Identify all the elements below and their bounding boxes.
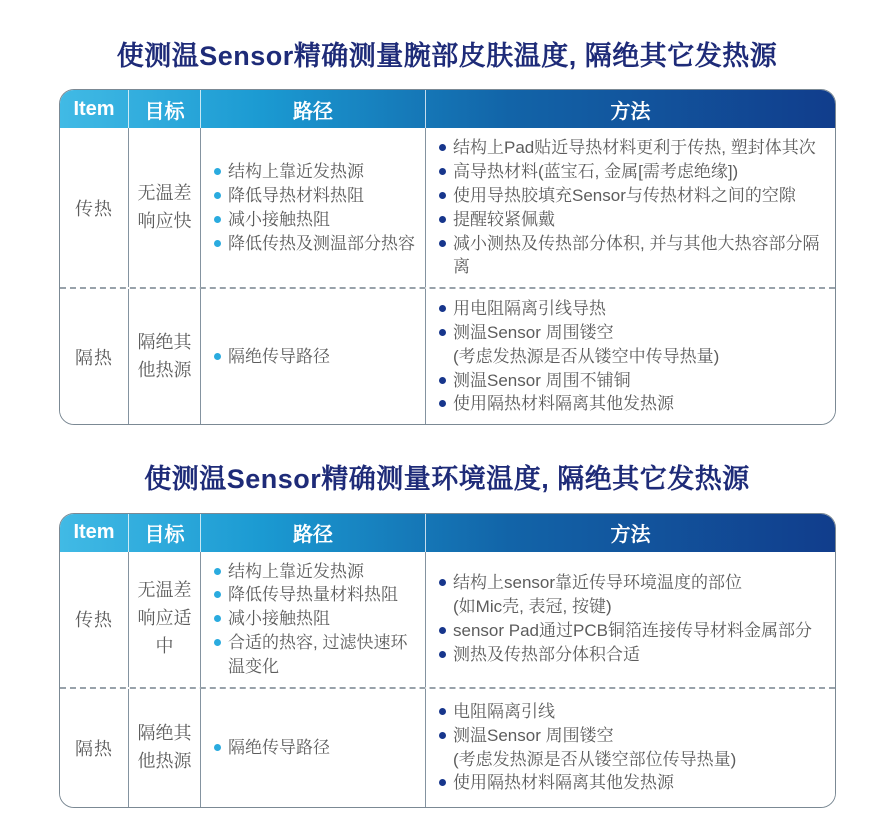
path-text: 减小接触热阻 <box>228 609 330 629</box>
column-header-method: 方法 <box>610 100 651 123</box>
table-row <box>60 287 835 424</box>
goal-line: 隔绝其 <box>137 722 192 743</box>
table-row <box>60 128 835 287</box>
path-text: 降低传热及测温部分热容 <box>228 233 415 253</box>
method-text: 用电阻隔离引线导热 <box>453 299 606 319</box>
method-text-main: 结构上sensor靠近传导环境温度的部位 <box>453 573 743 593</box>
path-text: 减小接触热阻 <box>228 209 330 229</box>
method-bullet-item <box>439 136 816 160</box>
bullet-icon <box>439 144 446 151</box>
method-subtext: (考虑发热源是否从镂空部位传导热量) <box>453 749 737 769</box>
cell-path <box>201 552 426 687</box>
column-header-path: 路径 <box>201 514 426 552</box>
path-text: 隔绝传导路径 <box>228 346 330 366</box>
cell-method <box>426 689 835 807</box>
cell-goal <box>129 289 201 424</box>
path-text: 合适的热容, 过滤快速环温变化 <box>228 632 408 676</box>
method-text: 使用隔热材料隔离其他发热源 <box>453 773 674 793</box>
bullet-icon <box>439 329 446 336</box>
path-text: 隔绝传导路径 <box>228 737 330 757</box>
method-text: 使用隔热材料隔离其他发热源 <box>453 394 674 414</box>
path-text: 降低传导热量材料热阻 <box>228 585 398 605</box>
bullet-icon <box>214 240 221 247</box>
path-bullet-item <box>214 184 364 208</box>
path-bullet-item <box>214 631 421 679</box>
bullet-icon <box>214 192 221 199</box>
goal-line: 响应快 <box>137 210 192 231</box>
column-header-goal: 目标 <box>129 514 201 552</box>
column-header-item: Item <box>60 514 129 552</box>
cell-path <box>201 689 426 807</box>
cell-method <box>426 128 835 287</box>
method-text: 结构上Pad贴近导热材料更利于传热, 塑封体其次 <box>453 138 816 158</box>
method-bullet-item <box>439 392 674 416</box>
bullet-icon <box>439 377 446 384</box>
cell-method <box>426 289 835 424</box>
path-text: 降低导热材料热阻 <box>228 185 364 205</box>
method-bullet-item <box>439 297 606 321</box>
column-header-goal: 目标 <box>129 90 201 128</box>
bullet-icon <box>439 216 446 223</box>
cell-item <box>60 289 129 424</box>
method-bullet-item <box>439 643 640 667</box>
cell-goal <box>129 128 201 287</box>
bullet-icon <box>214 216 221 223</box>
bullet-icon <box>439 305 446 312</box>
bullet-icon <box>439 779 446 786</box>
path-text: 结构上靠近发热源 <box>228 561 364 581</box>
method-subtext: (考虑发热源是否从镂空中传导热量) <box>453 346 720 366</box>
method-text <box>453 571 742 619</box>
path-bullet-item <box>214 232 415 256</box>
path-bullet-item <box>214 583 398 607</box>
method-bullet-item <box>439 369 631 393</box>
bullet-icon <box>439 400 446 407</box>
method-bullet-item <box>439 700 555 724</box>
goal-line: 他热源 <box>137 750 192 771</box>
column-header-item: Item <box>60 90 129 128</box>
bullet-icon <box>214 591 221 598</box>
goal-line: 无温差 <box>137 182 192 203</box>
bullet-icon <box>214 568 221 575</box>
method-bullet-item <box>439 232 831 280</box>
table-1 <box>59 89 836 425</box>
method-text: 测温Sensor 周围不铺铜 <box>453 370 631 390</box>
method-text-main: 测温Sensor 周围镂空 <box>453 322 614 342</box>
method-bullet-item <box>439 321 719 369</box>
method-bullet-item <box>439 160 738 184</box>
method-text <box>453 321 719 369</box>
path-bullet-item <box>214 160 364 184</box>
method-text: sensor Pad通过PCB铜箔连接传导材料金属部分 <box>453 621 812 641</box>
bullet-icon <box>439 192 446 199</box>
bullet-icon <box>439 732 446 739</box>
method-text: 使用导热胶填充Sensor与传热材料之间的空隙 <box>453 185 796 205</box>
table-1-header-row <box>60 90 835 128</box>
bullet-icon <box>214 168 221 175</box>
row-item-label: 隔热 <box>75 347 113 368</box>
method-text: 高导热材料(蓝宝石, 金属[需考虑绝缘]) <box>453 162 739 182</box>
method-text: 减小测热及传热部分体积, 并与其他大热容部分隔离 <box>453 233 820 277</box>
cell-method <box>426 552 835 687</box>
column-header-method: 方法 <box>610 524 651 547</box>
cell-item <box>60 689 129 807</box>
cell-path <box>201 128 426 287</box>
path-bullet-item <box>214 208 330 232</box>
method-text: 电阻隔离引线 <box>453 701 555 721</box>
path-bullet-item <box>214 560 364 584</box>
method-bullet-item <box>439 724 736 772</box>
method-bullet-item <box>439 208 555 232</box>
bullet-icon <box>439 627 446 634</box>
method-bullet-item <box>439 771 674 795</box>
table-2-header-row <box>60 514 835 552</box>
bullet-icon <box>439 168 446 175</box>
row-item-label: 传热 <box>75 610 113 631</box>
bullet-icon <box>214 744 221 751</box>
path-bullet-item <box>214 736 330 760</box>
method-subtext: (如Mic壳, 表冠, 按键) <box>453 597 612 617</box>
table-row <box>60 552 835 687</box>
method-bullet-item <box>439 571 742 619</box>
path-bullet-item <box>214 607 330 631</box>
cell-goal <box>129 689 201 807</box>
table-1-title: 使测温Sensor精确测量腕部皮肤温度, 隔绝其它发热源 <box>116 41 778 71</box>
method-bullet-item <box>439 184 796 208</box>
row-item-label: 传热 <box>75 198 113 219</box>
goal-line: 响应适中 <box>137 608 192 656</box>
bullet-icon <box>439 651 446 658</box>
cell-item <box>60 552 129 687</box>
bullet-icon <box>439 579 446 586</box>
bullet-icon <box>439 708 446 715</box>
table-row <box>60 687 835 807</box>
cell-item <box>60 128 129 287</box>
goal-line: 隔绝其 <box>137 331 192 352</box>
method-text <box>453 724 736 772</box>
table-2 <box>59 513 836 808</box>
goal-line: 他热源 <box>137 359 192 380</box>
method-text-main: 测温Sensor 周围镂空 <box>453 725 614 745</box>
bullet-icon <box>439 240 446 247</box>
method-text: 提醒较紧佩戴 <box>453 209 555 229</box>
bullet-icon <box>214 639 221 646</box>
column-header-path: 路径 <box>201 90 426 128</box>
bullet-icon <box>214 353 221 360</box>
table-2-title: 使测温Sensor精确测量环境温度, 隔绝其它发热源 <box>144 464 750 495</box>
cell-goal <box>129 552 201 687</box>
method-bullet-item <box>439 619 812 643</box>
method-text: 测热及传热部分体积合适 <box>453 644 640 664</box>
bullet-icon <box>214 615 221 622</box>
cell-path <box>201 289 426 424</box>
path-text: 结构上靠近发热源 <box>228 162 364 182</box>
goal-line: 无温差 <box>137 580 192 601</box>
row-item-label: 隔热 <box>75 738 113 759</box>
path-bullet-item <box>214 345 330 369</box>
